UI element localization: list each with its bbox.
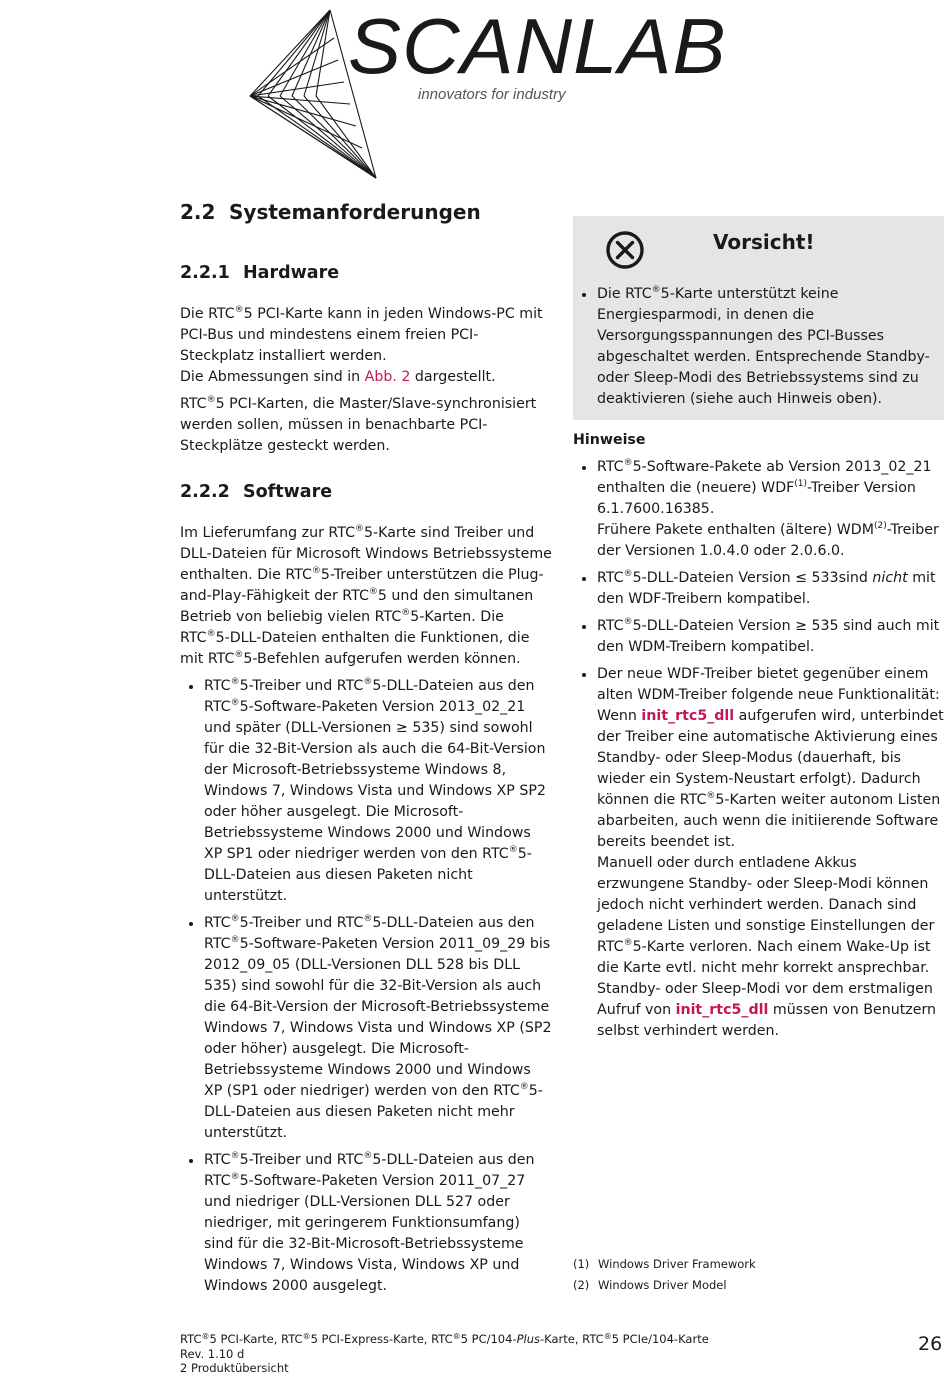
section-number: 2.2 — [180, 200, 216, 224]
list-item: RTC®5-Software-Pakete ab Version 2013_02_21 enthalten die (neuere) WDF$^{(1)}$-Treiber Version 6.1.7600.16385. Frühere Pakete enthalten (ältere) WDM$^{(2)}$-Treiber der Versionen 1.0.4.0 oder 2.0.6.0. — [573, 457, 944, 562]
list-item: RTC®5-Treiber und RTC®5-DLL-Dateien aus den RTC®5-Software-Paketen Version 2013_02_21 und später (DLL-Versionen ≥ 535) sind sowohl für die 32-Bit-Version als auch die 64-Bit-Version der Microsoft-Betriebssysteme Windows 8, Windows 7, Windows Vista und Windows XP SP2 oder höher ausgelegt. Die Microsoft-Betriebssysteme Windows 2000 und Windows XP SP1 oder niedriger werden von den RTC®5-DLL-Dateien aus diesen Paketen nicht unterstützt. — [180, 676, 552, 907]
init-rtc5-dll-link[interactable]: init_rtc5_dll — [641, 708, 735, 724]
caution-box — [573, 216, 944, 420]
right-column — [573, 216, 944, 1048]
caution-list — [573, 284, 934, 410]
list-item: RTC®5-Treiber und RTC®5-DLL-Dateien aus den RTC®5-Software-Paketen Version 2011_09_29 bis 2012_09_05 (DLL-Versionen DLL 528 bis DLL 535) sind sowohl für die 32-Bit-Version als auch die 64-Bit-Version der Microsoft-Betriebssysteme Windows 7, Windows Vista und Windows XP (SP2 oder höher) ausgelegt. Die Microsoft-Betriebssysteme Windows 2000 und Windows XP (SP1 oder niedriger) werden von den RTC®5-DLL-Dateien aus diesen Paketen nicht mehr unterstützt. — [180, 913, 552, 1144]
footer-chapter: 2 Produktübersicht — [180, 1361, 289, 1375]
figure-link[interactable]: Abb. 2 — [364, 369, 411, 385]
section-title: Systemanforderungen — [229, 200, 481, 224]
list-item: RTC®5-DLL-Dateien Version ≥ 535 sind auch mit den WDM-Treibern kompatibel. — [573, 616, 944, 658]
hardware-paragraph-1: Die RTC®5 PCI-Karte kann in jeden Windows-PC mit PCI-Bus und mindestens einem freien PCI-Steckplatz installiert werden. Die Abmessungen sind in Abb. 2 dargestellt. — [180, 305, 543, 385]
list-item: RTC®5-DLL-Dateien Version ≤ 533sind nicht mit den WDF-Treibern kompatibel. — [573, 568, 944, 610]
page-footer — [180, 1332, 709, 1376]
footnote: (2) Windows Driver Model — [573, 1278, 727, 1292]
software-title: Software — [243, 482, 333, 502]
brand-tagline: innovators for industry — [418, 86, 566, 103]
left-column — [180, 198, 552, 1303]
caution-title: Vorsicht! — [713, 230, 815, 254]
footer-products: RTC®5 PCI-Karte, RTC®5 PCI-Express-Karte, RTC®5 PC/104-Plus-Karte, RTC®5 PCIe/104-Karte — [180, 1332, 709, 1346]
software-bullet-list — [180, 676, 552, 1297]
caution-x-circle-icon — [605, 230, 645, 270]
footer-revision: Rev. 1.10 d — [180, 1346, 245, 1361]
software-intro: Im Lieferumfang zur RTC®5-Karte sind Treiber und DLL-Dateien für Microsoft Windows Betriebssysteme enthalten. Die RTC®5-Treiber unterstützen die Plug-and-Play-Fähigkeit der RTC®5 und den simultanen Betrieb von beliebig vielen RTC®5-Karten. Die RTC®5-DLL-Dateien enthalten die Funktionen, die mit RTC®5-Befehlen aufgerufen werden können. — [180, 524, 552, 667]
hardware-paragraph-2: RTC®5 PCI-Karten, die Master/Slave-synchronisiert werden sollen, müssen in benachbarte PCI-Steckplätze gesteckt werden. — [180, 395, 537, 454]
notes-heading: Hinweise — [573, 432, 646, 448]
hardware-number: 2.2.1 — [180, 263, 230, 283]
footnotes — [573, 1254, 756, 1296]
brand-name: SCANLAB — [348, 2, 727, 90]
notes-list — [573, 457, 944, 1042]
hardware-heading — [180, 260, 552, 286]
software-number: 2.2.2 — [180, 482, 230, 502]
init-rtc5-dll-link[interactable]: init_rtc5_dll — [675, 1002, 769, 1018]
page-number: 26 — [918, 1333, 943, 1355]
footnote: (1) Windows Driver Framework — [573, 1257, 756, 1271]
list-item: RTC®5-Treiber und RTC®5-DLL-Dateien aus den RTC®5-Software-Paketen Version 2011_07_27 und niedriger (DLL-Versionen DLL 527 oder niedriger, mit geringerem Funktionsumfang) sind für die 32-Bit-Microsoft-Betriebssysteme Windows 7, Windows Vista, Windows XP und Windows 2000 ausgelegt. — [180, 1150, 552, 1297]
list-item: Der neue WDF-Treiber bietet gegenüber einem alten WDM-Treiber folgende neue Funktionalität: Wenn init_rtc5_dll aufgerufen wird, unterbindet der Treiber eine automatische Aktivierung eines Standby- oder Sleep-Modus (dauerhaft, bis wieder ein System-Neustart erfolgt). Dadurch können die RTC®5-Karten weiter autonom Listen abarbeiten, auch wenn die initiierende Software bereits beendet ist. Manuell oder durch entladene Akkus erzwungene Standby- oder Sleep-Modi können jedoch nicht verhindert werden. Danach sind geladene Listen und sonstige Einstellungen der RTC®5-Karte verloren. Nach einem Wake-Up ist die Karte evtl. nicht mehr korrekt ansprechbar. Standby- oder Sleep-Modi vor dem erstmaligen Aufruf von init_rtc5_dll müssen von Benutzern selbst verhindert werden. — [573, 664, 944, 1042]
caution-header — [573, 226, 934, 274]
software-heading — [180, 479, 552, 505]
hardware-title: Hardware — [243, 263, 340, 283]
list-item: Die RTC®5-Karte unterstützt keine Energiesparmodi, in denen die Versorgungsspannungen des PCI-Busses abgeschaltet werden. Entsprechende Standby- oder Sleep-Modi des Betriebssystems sind zu deaktivieren (siehe auch Hinweis oben). — [573, 284, 934, 410]
section-heading — [180, 198, 552, 226]
